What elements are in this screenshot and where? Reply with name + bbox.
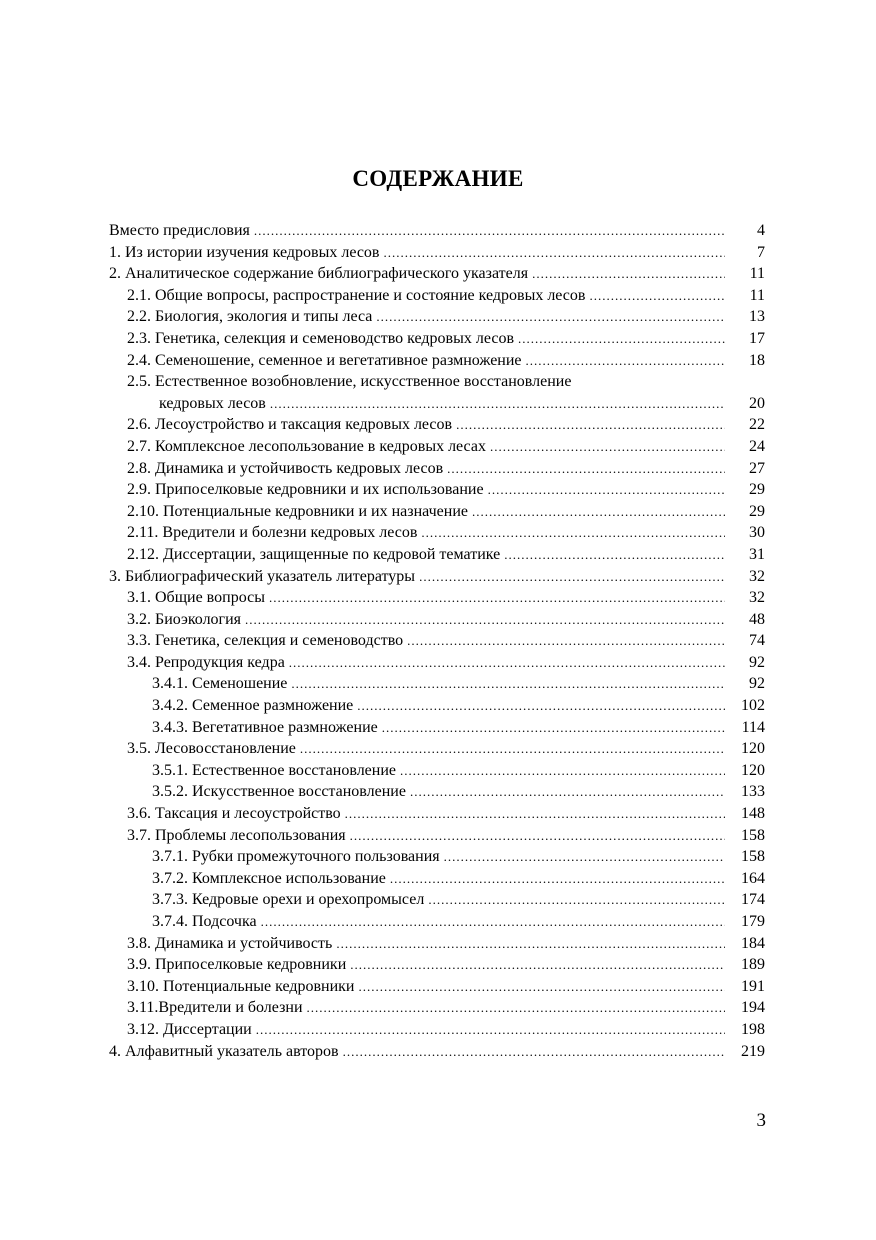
dot-leader — [269, 587, 725, 609]
toc-entry-text: кедровых лесов — [159, 394, 266, 412]
dot-leader — [358, 976, 725, 998]
toc-entry-3-7-1[interactable] — [109, 846, 765, 868]
toc-entry-2-8[interactable] — [109, 458, 765, 480]
toc-entry-text: 2.11. Вредители и болезни кедровых лесов — [127, 524, 418, 542]
toc-entry-text: 3. Библиографический указатель литературы — [109, 567, 416, 585]
dot-leader — [390, 868, 725, 890]
toc-entry-2-2[interactable] — [109, 306, 765, 328]
toc-entry-page: 92 — [749, 675, 765, 693]
dot-leader — [504, 544, 725, 566]
toc-entry-text: Вместо предисловия — [109, 222, 250, 239]
toc-entry-text: 2.2. Биология, экология и типы леса — [127, 308, 373, 326]
toc-entry-page: 120 — [741, 740, 765, 758]
toc-entry-page: 27 — [749, 459, 765, 477]
toc-entry-page: 24 — [749, 437, 765, 455]
toc-entry-page: 92 — [749, 653, 765, 671]
toc-entry-text: 3.9. Припоселковые кедровники — [127, 956, 347, 974]
dot-leader — [357, 695, 725, 717]
dot-leader — [343, 1041, 725, 1063]
page-title: СОДЕРЖАНИЕ — [352, 166, 524, 191]
toc-entry-3-11[interactable] — [109, 997, 765, 1019]
toc-entry-page: 7 — [757, 243, 765, 261]
table-of-contents — [109, 220, 765, 1062]
toc-entry-2-5-continued[interactable] — [109, 393, 765, 415]
toc-entry-text: 2.9. Припоселковые кедровники и их использование — [127, 481, 484, 499]
dot-leader — [307, 997, 725, 1019]
toc-entry-2-4[interactable] — [109, 350, 765, 372]
toc-entry-page: 198 — [741, 1020, 765, 1038]
toc-entry-text: 3.7.3. Кедровые орехи и орехопромысел — [152, 891, 425, 909]
dot-leader — [261, 911, 725, 933]
toc-entry-text: 3.5. Лесовосстановление — [127, 740, 296, 758]
toc-entry-text: 3.1. Общие вопросы — [127, 589, 265, 607]
toc-entry-text: 3.7. Проблемы лесопользования — [127, 826, 346, 844]
dot-leader — [421, 522, 725, 544]
toc-entry-text: 2.6. Лесоустройство и таксация кедровых лесов — [127, 416, 453, 434]
toc-entry-page: 22 — [749, 416, 765, 434]
toc-entry-2-9[interactable] — [109, 479, 765, 501]
toc-entry-page: 179 — [741, 913, 765, 930]
toc-entry-3-8[interactable] — [109, 933, 765, 955]
toc-entry-2-11[interactable] — [109, 522, 765, 544]
toc-entry-text: 3.3. Генетика, селекция и семеноводство — [127, 632, 404, 650]
toc-entry-3-4-3[interactable] — [109, 717, 765, 739]
toc-entry-text: 3.11.Вредители и болезни — [127, 999, 303, 1017]
toc-entry-page: 219 — [741, 1042, 765, 1060]
toc-entry-text: 2.7. Комплексное лесопользование в кедровых лесах — [127, 437, 486, 455]
toc-entry-text: 2.5. Естественное возобновление, искусственное восстановление — [127, 373, 572, 391]
dot-leader — [350, 825, 725, 847]
toc-entry-3-1[interactable] — [109, 587, 765, 609]
toc-entry-3-3[interactable] — [109, 630, 765, 652]
toc-entry-text: 2.3. Генетика, селекция и семеноводство кедровых лесов — [127, 329, 514, 347]
dot-leader — [376, 306, 725, 328]
toc-entry-text: 3.5.1. Естественное восстановление — [152, 761, 396, 779]
toc-entry-page: 17 — [749, 329, 765, 347]
dot-leader — [382, 717, 725, 739]
toc-entry-text: 3.7.1. Рубки промежуточного пользования — [152, 848, 440, 866]
toc-entry-text: 3.4. Репродукция кедра — [127, 653, 285, 671]
toc-entry-page: 194 — [741, 999, 765, 1017]
toc-entry-text: 3.4.2. Семенное размножение — [152, 697, 354, 715]
dot-leader — [350, 954, 725, 976]
toc-entry-text: 3.7.4. Подсочка — [152, 913, 257, 930]
toc-entry-page: 11 — [749, 286, 765, 304]
toc-entry-page: 18 — [749, 351, 765, 369]
toc-entry-3[interactable] — [109, 566, 765, 588]
dot-leader — [419, 566, 725, 588]
toc-entry-page: 148 — [741, 805, 765, 823]
toc-entry-page: 164 — [741, 869, 765, 887]
dot-leader — [518, 328, 725, 350]
toc-entry-3-5-2[interactable] — [109, 781, 765, 803]
dot-leader — [444, 846, 725, 868]
page-number: 3 — [756, 1110, 766, 1131]
toc-entry-3-4-1[interactable] — [109, 673, 765, 695]
toc-entry-text: 2.10. Потенциальные кедровники и их назначение — [127, 502, 468, 520]
toc-entry-2-12[interactable] — [109, 544, 765, 566]
toc-entry-text: 4. Алфавитный указатель авторов — [109, 1042, 339, 1060]
toc-entry-text: 2.4. Семеношение, семенное и вегетативное размножение — [127, 351, 522, 369]
toc-entry-3-5[interactable] — [109, 738, 765, 760]
toc-entry-3-7-2[interactable] — [109, 868, 765, 890]
toc-entry-page: 32 — [749, 589, 765, 607]
toc-entry-page: 11 — [749, 265, 765, 283]
toc-entry-2-10[interactable] — [109, 501, 765, 523]
toc-entry-page: 29 — [749, 481, 765, 499]
dot-leader — [300, 738, 725, 760]
toc-entry-text: 3.4.3. Вегетативное размножение — [152, 718, 378, 736]
toc-entry-page: 32 — [749, 567, 765, 585]
toc-entry-text: 2.12. Диссертации, защищенные по кедровой тематике — [127, 545, 501, 563]
dot-leader — [428, 889, 725, 911]
dot-leader — [472, 501, 725, 523]
toc-entry-page: 20 — [749, 394, 765, 412]
toc-entry-page: 133 — [741, 783, 765, 801]
toc-entry-page: 114 — [741, 718, 765, 736]
toc-entry-page: 158 — [741, 848, 765, 866]
dot-leader — [289, 652, 725, 674]
dot-leader — [245, 609, 725, 631]
dot-leader — [383, 242, 725, 264]
toc-entry-text: 3.8. Динамика и устойчивость — [127, 934, 333, 952]
toc-entry-text: 2.1. Общие вопросы, распространение и состояние кедровых лесов — [127, 286, 586, 304]
dot-leader — [532, 263, 725, 285]
toc-entry-page: 191 — [741, 977, 765, 995]
dot-leader — [254, 220, 725, 242]
toc-entry-2-1[interactable] — [109, 285, 765, 307]
toc-entry-page: 102 — [741, 697, 765, 715]
toc-entry-3-2[interactable] — [109, 609, 765, 631]
toc-entry-2-5[interactable] — [109, 371, 765, 393]
toc-entry-page: 189 — [741, 956, 765, 974]
toc-entry-page: 158 — [741, 826, 765, 844]
toc-entry-text: 3.10. Потенциальные кедровники — [127, 977, 355, 995]
toc-entry-page: 174 — [741, 891, 765, 909]
toc-entry-3-4[interactable] — [109, 652, 765, 674]
toc-entry-2-6[interactable] — [109, 414, 765, 436]
dot-leader — [589, 285, 725, 307]
dot-leader — [400, 760, 725, 782]
toc-entry-text: 2. Аналитическое содержание библиографического указателя — [109, 265, 529, 283]
toc-entry-text: 3.5.2. Искусственное восстановление — [152, 783, 406, 801]
toc-entry-2[interactable] — [109, 263, 765, 285]
toc-entry-3-4-2[interactable] — [109, 695, 765, 717]
toc-entry-text: 3.7.2. Комплексное использование — [152, 869, 386, 887]
toc-entry-3-7[interactable] — [109, 825, 765, 847]
dot-leader — [270, 393, 725, 415]
toc-entry-3-7-3[interactable] — [109, 889, 765, 911]
toc-entry-page: 13 — [749, 308, 765, 326]
toc-entry-page: 184 — [741, 934, 765, 952]
toc-entry-text: 1. Из истории изучения кедровых лесов — [109, 243, 380, 261]
dot-leader — [488, 479, 725, 501]
toc-entry-1[interactable] — [109, 242, 765, 264]
dot-leader — [410, 781, 725, 803]
toc-entry-page: 48 — [749, 610, 765, 628]
dot-leader — [456, 414, 725, 436]
toc-entry-3-6[interactable] — [109, 803, 765, 825]
dot-leader — [345, 803, 725, 825]
dot-leader — [256, 1019, 725, 1041]
dot-leader — [526, 350, 725, 372]
toc-entry-2-7[interactable] — [109, 436, 765, 458]
dot-leader — [447, 458, 725, 480]
toc-entry-page: 31 — [749, 545, 765, 563]
toc-entry-page: 29 — [749, 502, 765, 520]
toc-entry-4[interactable] — [109, 1041, 765, 1063]
toc-entry-page: 120 — [741, 761, 765, 779]
toc-entry-page: 74 — [749, 632, 765, 650]
toc-entry-3-12[interactable] — [109, 1019, 765, 1041]
toc-entry-text: 3.2. Биоэкология — [127, 610, 242, 628]
toc-entry-3-7-4[interactable] — [109, 911, 765, 933]
dot-leader — [336, 933, 725, 955]
toc-entry-3-9[interactable] — [109, 954, 765, 976]
toc-entry-text: 3.12. Диссертации — [127, 1020, 252, 1038]
dot-leader — [291, 673, 725, 695]
toc-entry-2-3[interactable] — [109, 328, 765, 350]
dot-leader — [490, 436, 725, 458]
toc-entry-page: 4 — [757, 222, 765, 239]
toc-entry-3-10[interactable] — [109, 976, 765, 998]
dot-leader — [407, 630, 725, 652]
toc-entry-foreword[interactable] — [109, 220, 765, 242]
toc-entry-text: 3.4.1. Семеношение — [152, 675, 288, 693]
toc-entry-3-5-1[interactable] — [109, 760, 765, 782]
toc-entry-page: 30 — [749, 524, 765, 542]
toc-entry-text: 3.6. Таксация и лесоустройство — [127, 805, 341, 823]
toc-entry-text: 2.8. Динамика и устойчивость кедровых лесов — [127, 459, 444, 477]
